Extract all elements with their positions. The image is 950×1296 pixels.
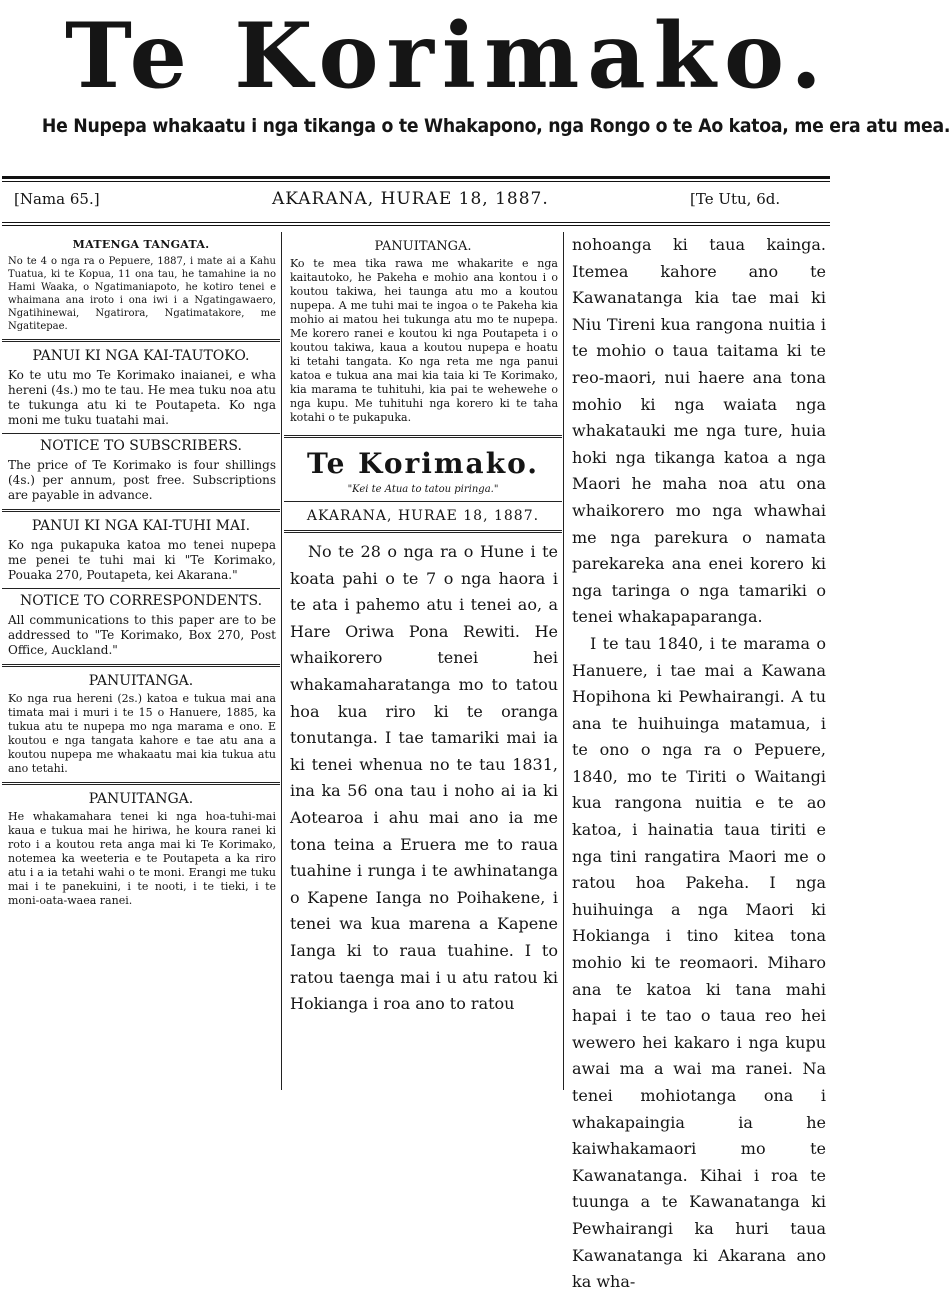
tautoko-heading: PANUI KI NGA KAI-TAUTOKO. (32, 348, 250, 364)
section-separator (284, 530, 562, 533)
correspondents-heading: NOTICE TO CORRESPONDENTS. (19, 593, 263, 609)
subscribers-text: The price of Te Korimako is four shillings (4s.) per annum, post free. Subscriptions are payable in advance. (8, 458, 276, 502)
section-separator (284, 435, 562, 438)
tautoko-text: Ko te utu mo Te Korimako inaianei, e wha hereni (4s.) mo te tau. He mea tuku noa atu te tukunga atu ki te Poutapeta. Ko nga moni me tuku tuatahi mai. (8, 368, 276, 427)
dateline (0, 187, 830, 217)
column-divider-2 (563, 232, 564, 1090)
column-right (566, 232, 830, 1292)
section-separator (2, 339, 280, 342)
kaituhi-text: Ko nga pukapuka katoa mo tenei nupepa me penei te tuhi mai ki "Te Korimako, Pouaka 270, Poutapeta, kei Akarana." (8, 538, 276, 582)
kaituhi-heading: PANUI KI NGA KAI-TUHI MAI. (31, 518, 251, 534)
section-separator (2, 664, 280, 667)
newspaper-title: Te Korimako. (65, 3, 830, 109)
matenga-text: No te 4 o nga ra o Pepuere, 1887, i mate ai a Kahu Tuatua, ki te Kopua, 11 ona tau, he tamahine ia no Hami Waaka, o Ngatimaniapoto, he kotiro tenei e whaimana ana iroto i ona iwi i a Ngatingawaero, Ngatihinewai, Ngatirora, Ngatimatakore, me Ngatitepae. (8, 256, 276, 332)
mini-masthead-motto: "Kei te Atua to tatou piringa." (347, 484, 499, 495)
section-separator (2, 433, 280, 434)
panuitanga-heading-2: PANUITANGA. (88, 791, 194, 807)
masthead-rule-bottom (2, 181, 830, 182)
panuitanga-text-2: He whakamahara tenei ki nga hoa-tuhi-mai kaua e tukua mai he hiriwa, he koura ranei ki roto i a koutou reta anga mai ki Te Korimako, notemea ka weeteria e te Poutapeta a ka riro atu i a ia tetahi wahi o te moni. Erangi me tuku mai i te panekuini, i te nooti, i te tieki, i te moni-oata-waea ranei. (8, 810, 276, 907)
masthead (0, 0, 950, 180)
matenga-heading: MATENGA TANGATA. (72, 238, 210, 251)
panuitanga-heading-3: PANUITANGA. (374, 239, 472, 254)
masthead-rule-top (2, 176, 830, 179)
section-separator (2, 588, 280, 589)
dateline-rule-bottom (2, 225, 830, 226)
subscribers-heading: NOTICE TO SUBSCRIBERS. (40, 438, 242, 454)
column-middle (284, 232, 562, 1090)
panuitanga-heading-1: PANUITANGA. (88, 673, 194, 689)
issue-price: [Te Utu, 6d. (690, 190, 781, 208)
section-separator (2, 782, 280, 785)
mini-masthead-title: Te Korimako. (306, 447, 540, 480)
issue-date: AKARANA, HURAE 18, 1887. (272, 189, 549, 209)
article-continued: nohoanga ki taua kainga. Itemea kahore ano te Kawanatanga kia tae mai ki Niu Tireni kua rangona nuitia i te mohio o taua taitama ki te reo-maori, nui haere ana tona mohio ki nga waiata nga whakatauki me nga ture, huia hoki nga tikanga katoa a nga Maori he maha noa atu ona whaikorero mo nga whawhai me nga parekura o namata parekareka ana enei korero ki nga taringa o nga tamariki o tenei whakapaparanga. (572, 235, 826, 627)
column-divider-1 (281, 232, 282, 1090)
editorial-date: AKARANA, HURAE 18, 1887. (306, 508, 540, 524)
section-separator (2, 509, 280, 512)
section-separator (284, 501, 562, 502)
dateline-rule-top (2, 222, 830, 223)
panuitanga-text-1: Ko nga rua hereni (2s.) katoa e tukua mai ana timata mai i muri i te 15 o Hanuere, 1885, ka tukua atu te nupepa mo nga marama e ono. E koutou e nga tangata kahore e tae atu ana a koutou nupepa me whakaatu mai kia tukua atu ano tetahi. (8, 692, 276, 775)
article-paragraph-2: I te tau 1840, i te marama o Hanuere, i tae mai a Kawana Hopihona ki Pewhairangi. A tu ana te huihuinga matamua, i te ono o nga ra o Pepuere, 1840, mo te Tiriti o Waitangi kua rangona nuitia e te ao katoa, i hainatia taua tiriti e nga tini rangatira Maori me o ratou hoa Pakeha. I nga huihuinga a nga Maori ki Hokianga i tino kitea tona mohio ki te reomaori. Miharo ana te katoa ki tana mahi hapai i te tao o taua reo hei wewero hei kakaro i nga kupu awai ma a wai ma ranei. Na tenei mohiotanga ona i whakapaingia ia he kaiwhakamaori mo te Kawanatanga. Kihai i roa te tuunga a te Kawanatanga ki Pewhairangi ka huri taua Kawanatanga ki Akarana ano ka wha- (572, 633, 826, 1292)
correspondents-text: All communications to this paper are to be addressed to "Te Korimako, Box 270, Post Office, Auckland." (8, 613, 276, 657)
panuitanga-text-3: Ko te mea tika rawa me whakarite e nga kaitautoko, he Pakeha e mohio ana kontou i o koutou takiwa, hei taunga atu mo a koutou nupepa. A me tuhi mai te ingoa o te Pakeha kia mohio ai matou hei tukunga atu mo te nupepa. Me korero ranei e koutou ki nga Poutapeta i o koutou takiwa, kaua a koutou nupepa e hoatu ki tetahi tangata. Ko nga reta me nga panui katoa e tukua ana mai kia taia ki Te Korimako, kia marama te tuhituhi, kia pai te wehewehe o nga kupu. Me tuhituhi nga korero ki te taha kotahi o te pukapuka. (290, 257, 558, 424)
issue-number: [Nama 65.] (14, 190, 100, 208)
editorial-article: No te 28 o nga ra o Hune i te koata pahi o te 7 o nga haora i te ata i pahemo atu i tenei ao, a Hare Oriwa Pona Rewiti. He whaikorero tenei hei whakamaharatanga mo to tatou hoa kua riro ki te oranga tonutanga. I tae tamariki mai ia ki tenei whenua no te tau 1831, ina ka 56 ona tau i noho ai ia ki Aotearoa i ahu mai ano ia me tona teina a Eruera me to raua tuahine i runga i te awhinatanga o Kapene Ianga no Poihakene, i tenei wa kua marena a Kapene Ianga ki to raua tuahine. I to ratou taenga mai i u atu ratou ki Hokianga i roa ano to ratou (290, 542, 558, 1014)
column-left (2, 232, 280, 1090)
newspaper-subtitle: He Nupepa whakaatu i nga tikanga o te Whakapono, nga Rongo o te Ao katoa, me era atu mea. (41, 115, 950, 137)
